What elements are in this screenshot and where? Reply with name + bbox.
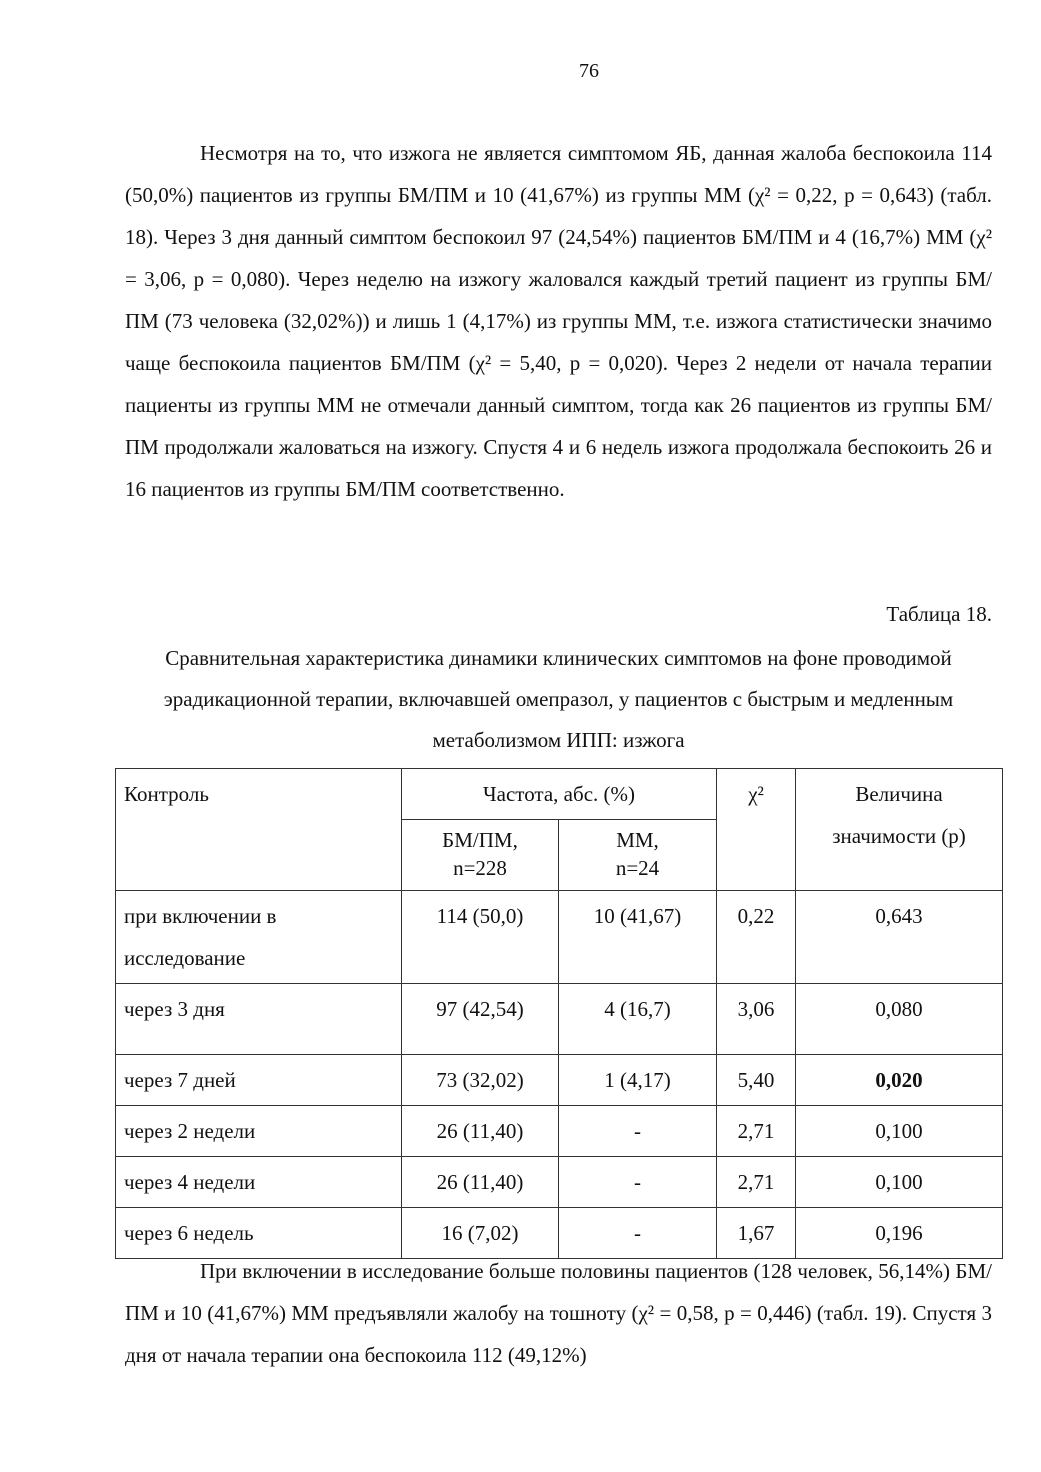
row-p: 0,080	[796, 984, 1003, 1055]
row-chi: 3,06	[717, 984, 796, 1055]
table-row	[116, 1157, 1003, 1208]
header-significance-line1: Величина	[855, 782, 943, 806]
table-header-row	[116, 769, 1003, 820]
header-significance-line2: значимости (p)	[832, 824, 966, 848]
header-group-mm-n: n=24	[615, 856, 660, 880]
row-chi: 1,67	[717, 1208, 796, 1259]
row-control: через 6 недель	[116, 1208, 402, 1259]
row-control: через 4 недели	[116, 1157, 402, 1208]
header-chi: χ²	[717, 769, 796, 891]
row-mm: 10 (41,67)	[559, 891, 717, 984]
table-caption: Сравнительная характеристика динамики клинических симптомов на фоне проводимой эрадикационной терапии, включавшей омепразол, у пациентов с быстрым и медленным метаболизмом ИПП: изжога	[163, 646, 954, 752]
page-number: 76	[579, 60, 599, 82]
table-row	[116, 1106, 1003, 1157]
row-control: через 3 дня	[116, 984, 402, 1055]
table-row	[116, 1055, 1003, 1106]
paragraph-nausea: При включении в исследование больше половины пациентов (128 человек, 56,14%) БМ/ПМ и 10 (41,67%) ММ предъявляли жалобу на тошноту (χ² = 0,58, p = 0,446) (табл. 19). Спустя 3 дня от начала терапии она беспокоила 112 (49,12%)	[125, 1259, 992, 1367]
row-mm: -	[559, 1208, 717, 1259]
row-chi: 2,71	[717, 1106, 796, 1157]
row-p: 0,100	[796, 1157, 1003, 1208]
header-control: Контроль	[116, 769, 402, 891]
header-significance	[796, 769, 1003, 891]
row-mm: -	[559, 1106, 717, 1157]
row-chi: 0,22	[717, 891, 796, 984]
header-group-mm-name: ММ,	[616, 828, 659, 852]
row-mm: 4 (16,7)	[559, 984, 717, 1055]
row-p: 0,020	[796, 1055, 1003, 1106]
header-group-mm	[559, 820, 717, 891]
table-number: Таблица 18.	[886, 602, 992, 626]
heartburn-table	[115, 768, 1003, 1259]
header-frequency: Частота, абс. (%)	[402, 769, 717, 820]
row-control: через 2 недели	[116, 1106, 402, 1157]
header-group-bm-pm	[402, 820, 559, 891]
row-bm-pm: 26 (11,40)	[402, 1106, 559, 1157]
row-p: 0,100	[796, 1106, 1003, 1157]
row-bm-pm: 114 (50,0)	[402, 891, 559, 984]
row-bm-pm: 73 (32,02)	[402, 1055, 559, 1106]
header-group-bm-pm-name: БМ/ПМ,	[442, 828, 518, 852]
row-bm-pm: 26 (11,40)	[402, 1157, 559, 1208]
row-chi: 2,71	[717, 1157, 796, 1208]
table-row	[116, 984, 1003, 1055]
row-bm-pm: 97 (42,54)	[402, 984, 559, 1055]
header-group-bm-pm-n: n=228	[453, 856, 507, 880]
row-control: через 7 дней	[116, 1055, 402, 1106]
row-p: 0,196	[796, 1208, 1003, 1259]
row-mm: 1 (4,17)	[559, 1055, 717, 1106]
row-p: 0,643	[796, 891, 1003, 984]
row-chi: 5,40	[717, 1055, 796, 1106]
row-mm: -	[559, 1157, 717, 1208]
paragraph-heartburn: Несмотря на то, что изжога не является симптомом ЯБ, данная жалоба беспокоила 114 (50,0%) пациентов из группы БМ/ПМ и 10 (41,67%) из группы ММ (χ² = 0,22, p = 0,643) (табл. 18). Через 3 дня данный симптом беспокоил 97 (24,54%) пациентов БМ/ПМ и 4 (16,7%) ММ (χ² = 3,06, p = 0,080). Через неделю на изжогу жаловался каждый третий пациент из группы БМ/ПМ (73 человека (32,02%)) и лишь 1 (4,17%) из группы ММ, т.е. изжога статистически значимо чаще беспокоила пациентов БМ/ПМ (χ² = 5,40, p = 0,020). Через 2 недели от начала терапии пациенты из группы ММ не отмечали данный симптом, тогда как 26 пациентов из группы БМ/ПМ продолжали жаловаться на изжогу. Спустя 4 и 6 недель изжога продолжала беспокоить 26 и 16 пациентов из группы БМ/ПМ соответственно.	[125, 141, 992, 501]
table-row	[116, 891, 1003, 984]
row-control: при включении в исследование	[116, 891, 402, 984]
row-bm-pm: 16 (7,02)	[402, 1208, 559, 1259]
